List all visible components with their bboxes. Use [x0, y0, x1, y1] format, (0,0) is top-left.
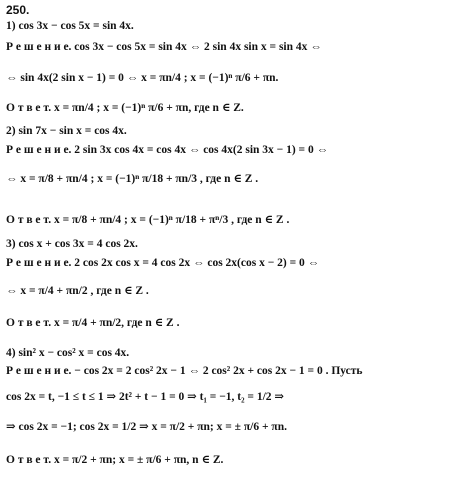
subproblem-1-statement: 1) cos 3x − cos 5x = sin 4x. — [6, 20, 134, 32]
subproblem-4-substitution: cos 2x = t, −1 ≤ t ≤ 1 ⇒ 2t² + t − 1 = 0 ⇒ t₁ = −1, t₂ = 1/2 ⇒ — [6, 391, 285, 403]
subproblem-2-solution: Р е ш е н и е. 2 sin 3x cos 4x = cos 4x ⇔ cos 4x(2 sin 3x − 1) = 0 ⇔ — [6, 144, 329, 156]
subproblem-4-solution: Р е ш е н и е. − cos 2x = 2 cos² 2x − 1 ⇔ 2 cos² 2x + cos 2x − 1 = 0 . Пусть — [6, 365, 363, 377]
subproblem-4-solution-cont: ⇒ cos 2x = −1; cos 2x = 1/2 ⇒ x = π/2 + πn; x = ± π/6 + πn. — [6, 421, 287, 433]
subproblem-3-answer: О т в е т. x = π/4 + πn/2, где n ∈ Z . — [6, 317, 180, 329]
subproblem-4-answer: О т в е т. x = π/2 + πn; x = ± π/6 + πn, n ∈ Z. — [6, 454, 224, 466]
subproblem-3-solution: Р е ш е н и е. 2 cos 2x cos x = 4 cos 2x ⇔ cos 2x(cos x − 2) = 0 ⇔ — [6, 257, 320, 269]
subproblem-3-solution-cont: ⇔ x = π/4 + πn/2 , где n ∈ Z . — [6, 285, 149, 297]
subproblem-4-statement: 4) sin² x − cos² x = cos 4x. — [6, 347, 130, 359]
subproblem-1-solution: Р е ш е н и е. cos 3x − cos 5x = sin 4x ⇔ 2 sin 4x sin x = sin 4x ⇔ — [6, 41, 322, 53]
subproblem-1-answer: О т в е т. x = πn/4 ; x = (−1)ⁿ π/6 + πn, где n ∈ Z. — [6, 102, 244, 114]
subproblem-3-statement: 3) cos x + cos 3x = 4 cos 2x. — [6, 238, 138, 250]
subproblem-2-solution-cont: ⇔ x = π/8 + πn/4 ; x = (−1)ⁿ π/18 + πn/3 , где n ∈ Z . — [6, 173, 259, 185]
subproblem-2-statement: 2) sin 7x − sin x = cos 4x. — [6, 125, 127, 137]
subproblem-2-answer: О т в е т. x = π/8 + πn/4 ; x = (−1)ⁿ π/18 + πⁿ/3 , где n ∈ Z . — [6, 214, 290, 226]
problem-number: 250. — [6, 3, 30, 17]
subproblem-1-solution-cont: ⇔ sin 4x(2 sin x − 1) = 0 ⇔ x = πn/4 ; x = (−1)ⁿ π/6 + πn. — [6, 72, 279, 84]
